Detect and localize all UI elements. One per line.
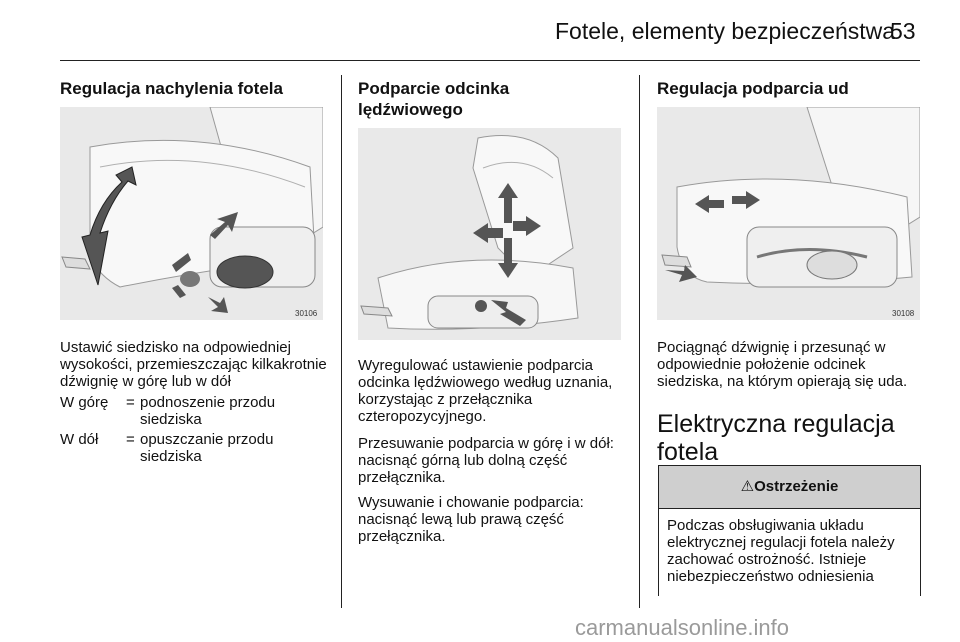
warning-header — [659, 466, 920, 509]
figure-number: 30106 — [295, 309, 318, 318]
section-heading-electric-line2: fotela — [657, 438, 719, 466]
column-divider-1 — [341, 75, 342, 608]
lumbar-support-illustration — [358, 128, 621, 340]
lumbar-paragraph-3: Wysuwanie i chowanie podparcia: nacisnąć lewą lub prawą część przełącznika. — [358, 494, 584, 545]
lumbar-paragraph-2: Przesuwanie podparcia w górę i w dół: nacisnąć górną lub dolną część przełącznika. — [358, 435, 614, 486]
definition-equals: = — [126, 431, 135, 448]
section-heading-lumbar-line1: Podparcie odcinka — [358, 79, 510, 98]
header-rule — [60, 60, 920, 61]
column-divider-2 — [639, 75, 640, 608]
section-heading-lumbar-line2: lędźwiowego — [358, 100, 463, 119]
section-heading-seat-tilt: Regulacja nachylenia fotela — [60, 79, 283, 98]
definition-row — [60, 431, 330, 471]
thigh-support-illustration — [657, 107, 920, 320]
lumbar-paragraph-1: Wyregulować ustawienie podparcia odcinka lędźwiowego według uznania, korzystając z przełącznika czteropozycyjnego. — [358, 357, 613, 425]
seat-tilt-illustration — [60, 107, 323, 320]
page-number: 53 — [890, 18, 916, 44]
running-header: Fotele, elementy bezpieczeństwa — [555, 18, 896, 44]
warning-title: Ostrzeżenie — [754, 478, 839, 495]
section-heading-electric-line1: Elektryczna regulacja — [657, 410, 895, 438]
thigh-support-paragraph: Pociągnąć dźwignię i przesunąć w odpowiednie położenie odcinek siedziska, na którym opierają się uda. — [657, 339, 908, 390]
definition-term: W dół — [60, 431, 99, 448]
figure-number: 30108 — [892, 309, 915, 318]
section-heading-thigh-support: Regulacja podparcia ud — [657, 79, 849, 98]
warning-triangle-icon: ⚠ — [740, 478, 755, 495]
warning-text: Podczas obsługiwania układu elektrycznej regulacji fotela należy zachować ostrożność. Istnieje niebezpieczeństwo odniesienia — [667, 517, 895, 585]
seat-tilt-paragraph: Ustawić siedzisko na odpowiedniej wysokości, przemieszczając kilkakrotnie dźwignię w górę lub w dół — [60, 339, 327, 390]
watermark: carmanualsonline.info — [575, 615, 790, 640]
definition-description: podnoszenie przodu siedziska — [140, 394, 276, 428]
definition-term: W górę — [60, 394, 109, 411]
definition-description: opuszczanie przodu siedziska — [140, 431, 274, 465]
definition-row — [60, 394, 330, 434]
definition-equals: = — [126, 394, 135, 411]
warning-box — [658, 465, 921, 596]
